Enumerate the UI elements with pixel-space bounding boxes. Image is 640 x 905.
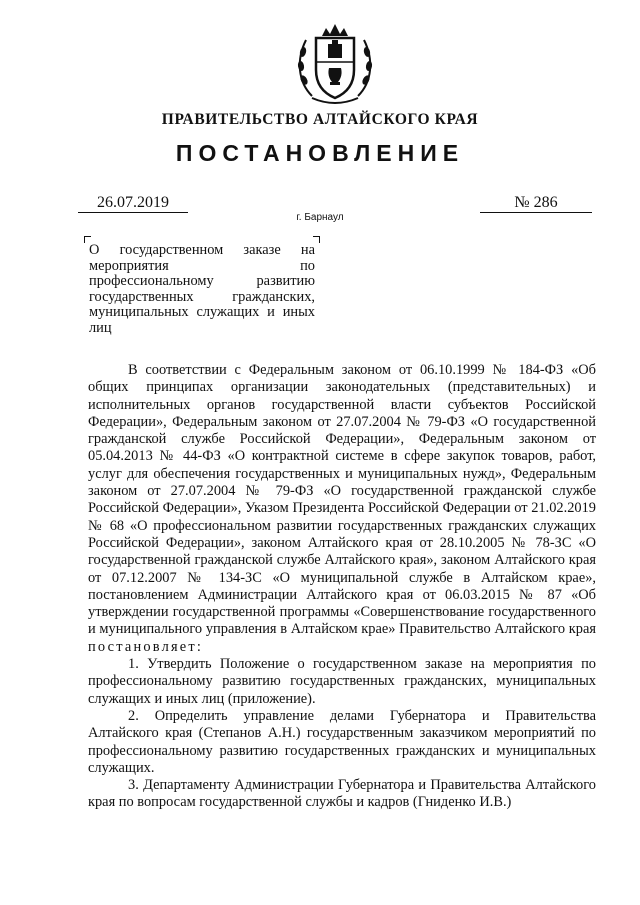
preamble-paragraph	[88, 362, 596, 656]
document-type-title: ПОСТАНОВЛЕНИЕ	[175, 140, 465, 166]
clause-2: 2. Определить управление делами Губернатора и Правительства Алтайского края (Степанов А.Н.) государственным заказчиком мероприятий по профессиональному развитию государственных гражданских и муниципальных служащих.	[88, 707, 596, 776]
altai-krai-coat-of-arms-emblem	[292, 18, 378, 110]
preamble-text: В соответствии с Федеральным законом от 06.10.1999 № 184-ФЗ «Об общих принципах организации законодательных (представительных) и исполнительных органов государственной власти субъектов Российской Федерации», Федеральным законом от 27.07.2004 № 79-ФЗ «О государственной гражданской службе Российской Федерации», Федеральным законом от 05.04.2013 № 44-ФЗ «О контрактной системе в сфере закупок товаров, работ, услуг для обеспечения государственных и муниципальных нужд», Федеральным законом от 27.07.2004 № 79-ФЗ «О государственной гражданской службе Российской Федерации», Указом Президента Российской Федерации от 21.02.2019 № 68 «О профессиональном развитии государственных гражданских служащих Российской Федерации», законом Алтайского края от 28.10.2005 № 78-ЗС «О государственной гражданской службе Алтайского края», законом Алтайского края от 07.12.2007 № 134-ЗС «О муниципальной службе в Алтайском крае», постановлением Администрации Алтайского края от 06.03.2015 № 87 «Об утверждении государственной программы «Совершенствование государственного и муниципального управления в Алтайском крае» Правительство Алтайского края	[88, 362, 596, 638]
document-subject: О государственном заказе на мероприятия по профессиональному развитию государственных гражданских, муниципальных служащих и иных лиц	[89, 242, 315, 336]
city-name: г. Барнаул	[296, 212, 344, 223]
resolves-word: постановляет:	[88, 638, 204, 655]
document-date: 26.07.2019	[78, 194, 188, 213]
clause-1: 1. Утвердить Положение о государственном заказе на мероприятия по профессиональному развитию государственных гражданских, муниципальных служащих и иных лиц (приложение).	[88, 656, 596, 707]
government-name: ПРАВИТЕЛЬСТВО АЛТАЙСКОГО КРАЯ	[161, 111, 479, 128]
document-number: № 286	[480, 194, 592, 213]
document-body	[88, 362, 596, 812]
clause-3: 3. Департаменту Администрации Губернатора и Правительства Алтайского края по вопросам государственной службы и кадров (Гниденко И.В.)	[88, 777, 596, 811]
